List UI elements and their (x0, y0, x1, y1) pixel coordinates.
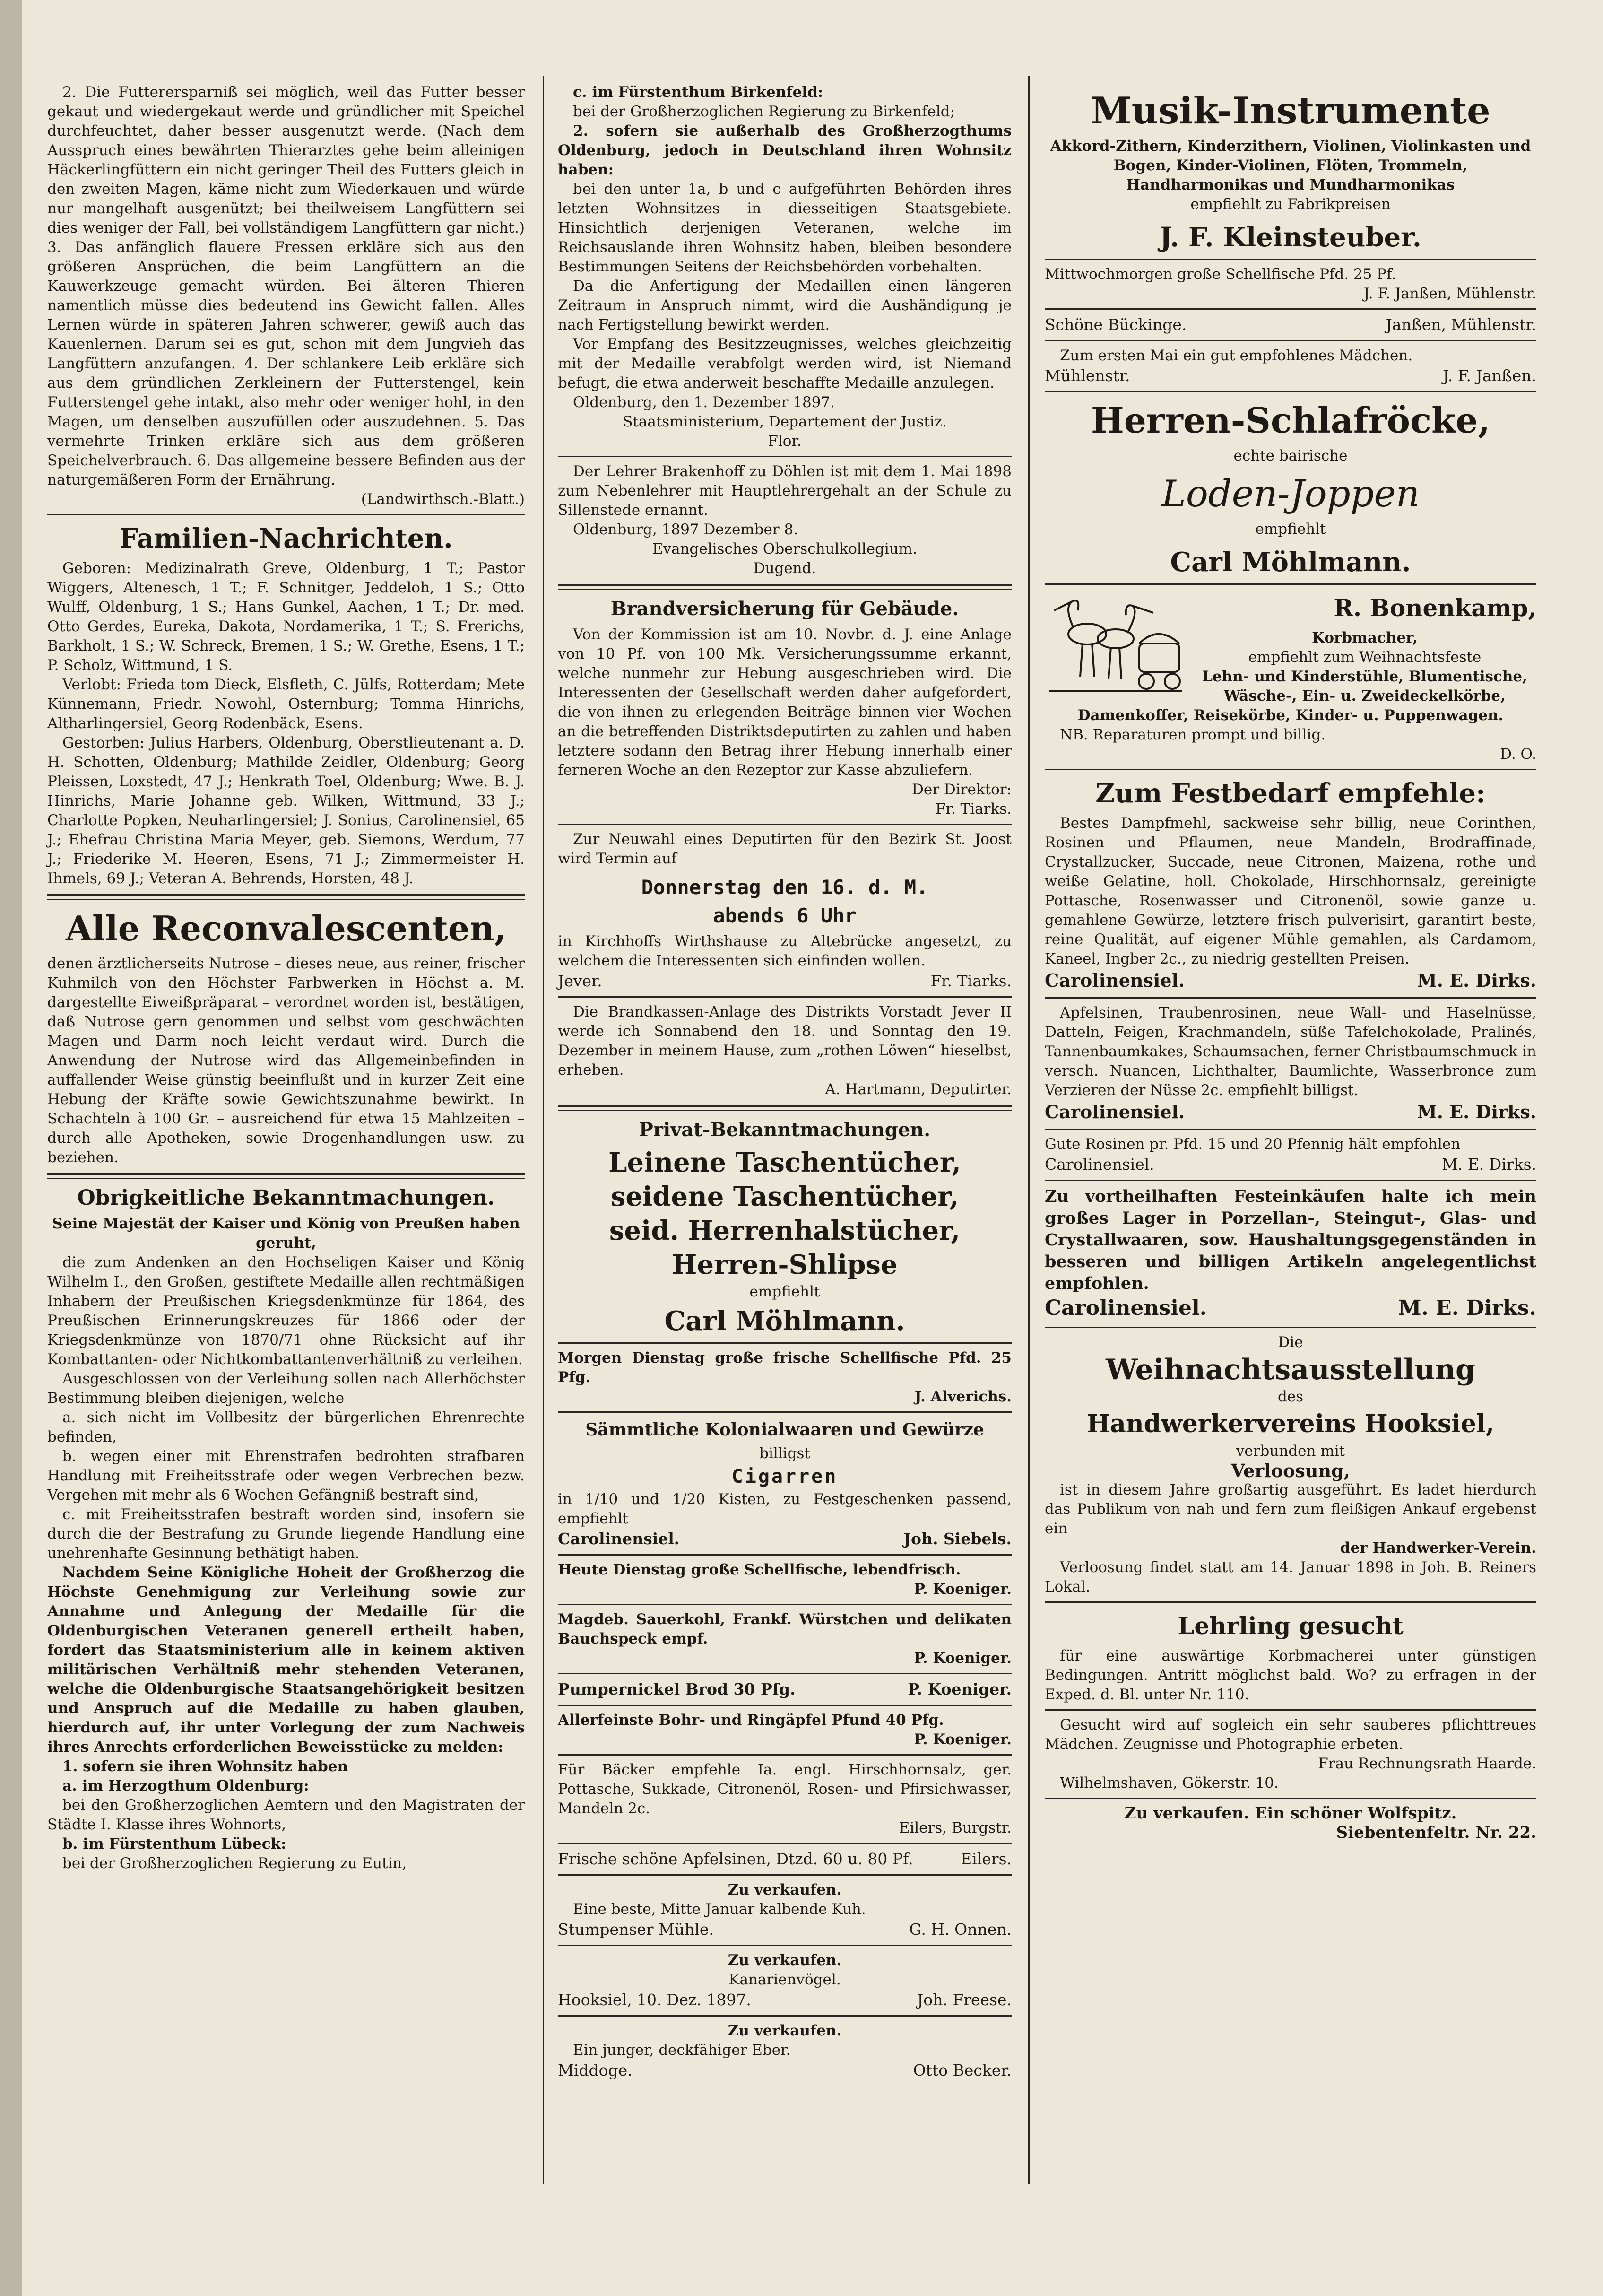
ad-gesucht: Gesucht wird auf sogleich ein sehr sauberes pflichttreues Mädchen. Zeugnisse und Photographie erbeten. (1045, 1716, 1536, 1753)
election-place: Jever. (558, 972, 602, 990)
ad-signature: M. E. Dirks. (1417, 1101, 1536, 1122)
divider (1045, 997, 1536, 999)
ad-musik-items: Akkord-Zithern, Kinderzithern, Violinen, Violinkasten und Bogen, Kinder-Violinen, Flöten, Trommeln, Handharmonikas und Mundharmonikas (1050, 138, 1531, 193)
official-2: 2. sofern sie außerhalb des Großherzogthums Oldenburg, jedoch in Deutschland ihren Wohnsitz haben: (558, 122, 1012, 178)
engagements: Verlobt: Frieda tom Dieck, Elsfleth, C. Jülfs, Rotterdam; Mete Künnemann, Friedr. Nowohl, Osternburg; Tomma Hinrichs, Altharlingersiel, Georg Rodenbäck, Esens. (47, 676, 525, 732)
official-anfertigung: Da die Anfertigung der Medaillen einen längeren Zeitraum in Anspruch nimmt, wird die Aushändigung je nach Fertigstellung bewirkt werden. (558, 278, 1012, 333)
ad-line-4: Herren-Shlipse (672, 1249, 898, 1280)
fund-signature: A. Hartmann, Deputirter. (825, 1081, 1012, 1098)
ad-title-reconvalescenten: Alle Reconvalescenten, (66, 908, 506, 948)
ad-koeniger-sig: P. Koeniger. (914, 1650, 1012, 1667)
ad-kanarien-sig: Joh. Freese. (917, 1991, 1012, 2009)
ad-line-2: seidene Taschentücher, (610, 1181, 959, 1212)
ad-kuh-place: Stumpenser Mühle. (558, 1920, 714, 1939)
ad-janssen-2-row (1045, 314, 1536, 335)
ad-des: des (1277, 1388, 1304, 1405)
ad-verloosung-date: Verloosung findet statt am 14. Januar 1898 in Joh. B. Reiners Lokal. (1045, 1559, 1536, 1595)
notice-teacher-authority: Evangelisches Oberschulkollegium. (652, 540, 918, 557)
column-rule (543, 76, 544, 2184)
ad-merchant: Carl Möhlmann. (1170, 547, 1411, 578)
divider (1045, 391, 1536, 392)
ad-maedchen-sig: J. F. Janßen. (1443, 366, 1536, 385)
ad-place: Carolinensiel. (1045, 1155, 1154, 1174)
ad-janssen-2-sig: Janßen, Mühlenstr. (1386, 315, 1536, 334)
election-time: abends 6 Uhr (713, 904, 857, 927)
ad-apfelsinen: Frische schöne Apfelsinen, Dtzd. 60 u. 80 Pf. (558, 1850, 913, 1868)
ad-eber: Ein junger, deckfähiger Eber. (573, 2042, 791, 2059)
ad-dirks-row (1045, 969, 1536, 992)
ad-korbmacher-t2: Lehn- und Kinderstühle, Blumentische, Wäsche-, Ein- u. Zweideckelkörbe, Damenkoffer, Reisekörbe, Kinder- u. Puppenwagen. (1077, 668, 1527, 724)
ad-empfiehlt: empfiehlt (1255, 521, 1326, 538)
ad-dirks-row (1045, 1295, 1536, 1322)
ad-dirks-row (1045, 1100, 1536, 1124)
fire-insurance-sig1: Der Direktor: (912, 781, 1012, 798)
divider (1045, 340, 1536, 341)
divider (1045, 308, 1536, 310)
column-rule (1028, 76, 1030, 2184)
ad-koeniger-4: Allerfeinste Bohr- und Ringäpfel Pfund 40 Pfg. (558, 1712, 944, 1729)
ad-weihnacht-sig: der Handwerker-Verein. (1340, 1539, 1536, 1557)
column-2 (558, 83, 1012, 2081)
column-3 (1045, 83, 1536, 1843)
ad-herren-title: Herren-Schlafröcke, (1091, 400, 1490, 441)
ad-koeniger-sig: P. Koeniger. (914, 1581, 1012, 1598)
ad-signature: M. E. Dirks. (1417, 970, 1536, 991)
ad-gesucht-sig: Frau Rechnungsrath Haarde. (1318, 1755, 1536, 1772)
ad-billigst: billigst (759, 1445, 810, 1462)
ad-line-3: seid. Herrenhalstücher, (609, 1215, 961, 1246)
ad-wolfspitz: Zu verkaufen. Ein schöner Wolfspitz. (1124, 1804, 1457, 1823)
official-1b: b. im Fürstenthum Lübeck: (62, 1835, 286, 1852)
ad-apfelsinen-sig: Eilers. (961, 1850, 1012, 1868)
ad-kanarien-row (558, 1990, 1012, 2010)
election-date: Donnerstag den 16. d. M. (641, 876, 928, 899)
fire-insurance-sig2: Fr. Tiarks. (935, 800, 1012, 818)
official-c: c. mit Freiheitsstrafen bestraft worden sind, insofern sie durch die der Bestrafung zu Grunde liegende Handlung eine unehrenhafte Gesinnung bethätigt haben. (47, 1506, 525, 1562)
election-place-text: in Kirchhoffs Wirthshause zu Altebrücke angesetzt, zu welchem die Interessenten sich einfinden wollen. (558, 933, 1012, 969)
ad-korbmacher-title: Korbmacher, (1312, 629, 1418, 646)
ad-kolonial-title: Sämmtliche Kolonialwaaren und Gewürze (585, 1420, 984, 1440)
ad-place: Carolinensiel. (558, 1530, 680, 1548)
official-1a: a. im Herzogthum Oldenburg: (62, 1777, 309, 1794)
ad-weihnacht-text: ist in diesem Jahre großartig ausgeführt. Es ladet hierdurch das Publikum von nah und fern zum fleißigen Ankauf ergebenst ein (1045, 1481, 1536, 1537)
ad-kuh-row (558, 1919, 1012, 1940)
ad-empfiehlt: empfiehlt (749, 1283, 820, 1300)
ad-bonenkamp: R. Bonenkamp, (1334, 594, 1536, 622)
ad-koeniger-3-row (558, 1679, 1012, 1700)
ad-festbedarf-text: Bestes Dampfmehl, sackweise sehr billig, neue Corinthen, Rosinen und Pflaumen, neue Mandeln, Brodraffinade, Crystallzucker, Succade, neue Citronen, Maizena, rothe und weiße Gelatine, holl. Chokolade, Hirschhornsalz, gereinigte Pottasche, Rosenwasser und Citronenöl, sowie ganze u. gemahlene Gewürze, letztere frisch pulverisirt, garantirt beste, reine Qualität, auf eigener Mühle gemahlen, als Cardamom, Kaneel, Ingber 2c., zu niedrig gestellten Preisen. (1045, 815, 1536, 967)
stork-illustration-icon (1045, 591, 1187, 700)
ad-festbedarf-title: Zum Festbedarf empfehle: (1095, 778, 1486, 809)
ad-zu-verkaufen: Zu verkaufen. (728, 2022, 842, 2039)
ad-korbmacher-nb: NB. Reparaturen prompt und billig. (1060, 726, 1326, 743)
ad-zu-verkaufen: Zu verkaufen. (728, 1952, 842, 1969)
election-notice: Zur Neuwahl eines Deputirten für den Bezirk St. Joost wird Termin auf (558, 831, 1012, 867)
ad-signature: Joh. Siebels. (903, 1530, 1012, 1548)
ad-loden-title: Loden-Joppen (1161, 473, 1420, 515)
election-sign-row (558, 971, 1012, 991)
section-title-fire-insurance: Brandversicherung für Gebäude. (610, 598, 959, 620)
divider (1045, 1709, 1536, 1711)
divider (1045, 259, 1536, 260)
section-title-family: Familien-Nachrichten. (119, 523, 453, 554)
divider (558, 1554, 1012, 1556)
divider (1045, 583, 1536, 585)
ad-kisten: in 1/10 und 1/20 Kisten, zu Festgeschenken passend, empfiehlt (558, 1491, 1012, 1527)
official-intro: Seine Majestät der Kaiser und König von Preußen haben geruht, (52, 1215, 520, 1252)
ad-kanarien-place: Hooksiel, 10. Dez. 1897. (558, 1991, 751, 2009)
ad-kanarien: Kanarienvögel. (728, 1971, 841, 1988)
deaths: Gestorben: Julius Harbers, Oldenburg, Oberstlieutenant a. D. H. Schotten, Oldenburg; Mathilde Zeidler, Oldenburg; Georg Pleissen, Loxstedt, 47 J.; Henkrath Toel, Oldenburg; Wwe. B. J. Hinrichs, Marie Johanne geb. Wilken, Wittmund, 33 J.; Charlotte Popken, Neuharlingersiel; J. Sonius, Carolinensiel, 65 J.; Ehefrau Christina Maria Meyer, geb. Siemons, Werdum, 77 J.; Friederike M. Heeren, Esens, 71 J.; Zimmermeister H. Ihmels, 69 J.; Veteran A. Behrends, Horsten, 48 J. (47, 734, 525, 887)
column-1 (47, 83, 525, 1873)
ad-musik-empf: empfiehlt zu Fabrikpreisen (1190, 196, 1391, 213)
ad-kuh-sig: G. H. Onnen. (909, 1920, 1012, 1939)
election-signature: Fr. Tiarks. (930, 972, 1012, 990)
official-empfang: Vor Empfang des Besitzzeugnisses, welches gleichzeitig mit der Medaille verabfolgt werden wird, ist Niemand befugt, die etwa anderweit beschaffte Medaille anzulegen. (558, 336, 1012, 391)
notice-teacher-name: Dugend. (753, 560, 816, 577)
ad-place: Carolinensiel. (1045, 1101, 1185, 1122)
fire-insurance-text: Von der Kommission ist am 10. Novbr. d. J. eine Anlage von 10 Pf. von 100 Mk. Versicherungssumme erkannt, welche nunmehr zur Hebung ausgeschrieben wird. Die Interessenten der Gesellschaft werden daher aufgefordert, die von ihnen zu erlegenden Beiträge binnen vier Wochen an die betreffenden Distriktsdeputirten zu zahlen und haben letztere sodann den Betrag ihrer Hebung innerhalb einer ferneren Woche an den Rezeptor zur Kasse abzuliefern. (558, 626, 1012, 779)
article-source: (Landwirthsch.-Blatt.) (361, 491, 525, 508)
divider (558, 1673, 1012, 1674)
divider (1045, 1327, 1536, 1328)
ad-korbmacher (1045, 591, 1536, 764)
ad-koeniger-1: Heute Dienstag große Schellfische, lebendfrisch. (558, 1561, 961, 1578)
ad-handwerkerverein: Handwerkervereins Hooksiel, (1087, 1409, 1494, 1438)
ad-place: Carolinensiel. (1045, 1296, 1207, 1320)
ad-bairisch: echte bairische (1233, 447, 1348, 464)
divider (558, 1945, 1012, 1946)
divider (1045, 1601, 1536, 1603)
ad-schellfisch: Morgen Dienstag große frische Schellfische Pfd. 25 Pfg. (558, 1349, 1012, 1386)
ad-eber-place: Middoge. (558, 2061, 633, 2079)
ad-place: Carolinensiel. (1045, 970, 1185, 991)
ad-baecker: Für Bäcker empfehle Ia. engl. Hirschhornsalz, ger. Pottasche, Sukkade, Citronenöl, Rosen- und Pfirsichwasser, Mandeln 2c. (558, 1761, 1012, 1817)
ad-korbmacher-t1: empfiehlt zum Weihnachtsfeste (1248, 649, 1482, 666)
official-1a-text: bei den Großherzoglichen Aemtern und den Magistraten der Städte I. Klasse ihres Wohnorts, (47, 1797, 525, 1833)
ad-lehrling-text: für eine auswärtige Korbmacherei unter günstigen Bedingungen. Antritt möglichst bald. Wo? zu erfragen in der Exped. d. Bl. unter Nr. 110. (1045, 1647, 1536, 1703)
divider (1045, 769, 1536, 770)
official-p3: Nachdem Seine Königliche Hoheit der Großherzog die Höchste Genehmigung zur Verleihung sowie zur Annahme und Anlegung der Medaille für die Oldenburgischen Veteranen generell ertheilt haben, fordert das Staatsministerium alle in keinem aktiven militärischen Verhältniß mehr stehenden Veteranen, welche die Oldenburgische Staatsangehörigkeit besitzen und Anspruch auf die Medaille zu haben glauben, hierdurch auf, ihr unter Vorlegung der zum Nachweis ihres Anrechts erforderlichen Beweisstücke zu melden: (47, 1564, 525, 1756)
article-futter: 2. Die Futterersparniß sei möglich, weil das Futter besser gekaut und wiedergekaut werde und gründlicher mit Speichel durchfeuchtet, daher besser ausgenutzt werde. (Nach dem Ausspruch eines bewährten Thierarztes gehe beim alleinigen Häckerlingfüttern ein nicht geringer Theil des Futters gleich in den zweiten Magen, käme nicht zum Wiederkauen und würde nur mangelhaft ausgenützt; bei theilweisem Langfüttern sei dies weniger der Fall, bei vollständigem Langfüttern gar nicht.) 3. Das anfänglich flauere Fressen erkläre sich aus den größeren Ansprüchen, die beim Langfüttern an die Kauwerkzeuge gemacht würden. Bei älteren Thieren namentlich müsse dies bedeutend ins Gewicht fallen. Alles Lernen würde in späteren Jahren schwerer, gewiß auch das Kauenlernen. Darum sei es gut, schon mit dem Jungvieh das Langfüttern anzufangen. 4. Der schlankere Leib erkläre sich aus dem gründlichen Zerkleinern der Futterstengel, kein Futterstengel gehe intakt, also mehr oder weniger hohl, in den Magen, um denselben auszufüllen oder auszudehnen. 5. Das vermehrte Trinken erkläre sich aus dem größeren Speichelverbrauch. 6. Das allgemeine bessere Befinden aus der naturgemäßeren Form der Ernährung. (47, 84, 525, 488)
official-date: Oldenburg, den 1. Dezember 1897. (573, 394, 835, 411)
divider (1045, 1180, 1536, 1181)
ad-verbunden: verbunden mit (1236, 1443, 1345, 1460)
ad-zu-verkaufen: Zu verkaufen. (728, 1881, 842, 1898)
ad-rosinen-sig: M. E. Dirks. (1441, 1155, 1536, 1174)
divider (47, 1173, 525, 1179)
official-b: b. wegen einer mit Ehrenstrafen bedrohten strafbaren Handlung mit Freiheitsstrafe oder wegen Verbrechen bezw. Vergehen mit mehr als 6 Wochen Gefängniß bestraft sind, (47, 1448, 525, 1504)
divider (558, 1754, 1012, 1756)
ad-koeniger-sig: P. Koeniger. (914, 1731, 1012, 1748)
section-title-official: Obrigkeitliche Bekanntmachungen. (77, 1186, 495, 1210)
ad-lehrling-title: Lehrling gesucht (1178, 1612, 1404, 1640)
fund-notice: Die Brandkassen-Anlage des Distrikts Vorstadt Jever II werde ich Sonnabend den 18. und Sonntag den 19. Dezember in meinem Hause, zum „rothen Löwen“ hieselbst, erheben. (558, 1003, 1012, 1078)
official-a: a. sich nicht im Vollbesitz der bürgerlichen Ehrenrechte befinden, (47, 1409, 525, 1445)
divider (558, 1843, 1012, 1844)
notice-teacher-date: Oldenburg, 1897 Dezember 8. (573, 521, 798, 538)
ad-maedchen-row (1045, 365, 1536, 386)
ad-janssen-1-sig: J. F. Janßen, Mühlenstr. (1363, 285, 1536, 302)
official-1c: c. im Fürstenthum Birkenfeld: (573, 84, 823, 101)
ad-baecker-sig: Eilers, Burgstr. (899, 1819, 1012, 1836)
divider (1045, 1798, 1536, 1799)
official-signature-name: Flor. (768, 433, 802, 450)
ad-rosinen-row (1045, 1154, 1536, 1175)
official-p1: die zum Andenken an den Hochseligen Kaiser und König Wilhelm I., den Großen, gestiftete Medaille allen rechtmäßigen Inhabern der Preußischen Kriegsdenkmünze für 1864, des Preußischen Erinnerungskreuzes für 1866 oder der Kriegsdenkmünze von 1870/71 ohne Rücksicht auf ihr Kombattanten- oder Nichtkombattantenverhältniß zu verleihen. (47, 1254, 525, 1368)
ad-merchant: Carl Möhlmann. (664, 1305, 905, 1337)
official-1b-text: bei der Großherzoglichen Regierung zu Eutin, (62, 1855, 407, 1872)
divider (558, 1874, 1012, 1876)
divider (558, 456, 1012, 457)
ad-koeniger-2: Magdeb. Sauerkohl, Frankf. Würstchen und delikaten Bauchspeck empf. (558, 1611, 1012, 1647)
ad-nutrose-text: denen ärztlicherseits Nutrose – dieses neue, aus reiner, frischer Kuhmilch von den Höchster Farbwerken in Höchst a. M. dargestellte Eiweißpräparat – verordnet worden ist, bestätigen, daß Nutrose gern genommen und selbst vom geschwächten Magen und Darm noch leicht verdaut wird. Durch die Anwendung der Nutrose wird das Allgemeinbefinden in auffallender Weise günstig beeinflußt und in kurzer Zeit eine Hebung der Kräfte sowie Gewichtszunahme bewirkt. In Schachteln à 100 Gr. – ausreichend für etwa 15 Mahlzeiten – durch alle Apotheken, sowie Drogenhandlungen usw. zu beziehen. (47, 955, 525, 1166)
ad-festeinkaeufe: Zu vortheilhaften Festeinkäufen halte ich mein großes Lager in Porzellan-, Steingut-, Glas- und Crystallwaaren, sow. Haushaltungsgegenständen in besseren und billigen Artikeln angelegentlichst empfohlen. (1045, 1187, 1536, 1293)
ad-eber-sig: Otto Becker. (913, 2061, 1012, 2079)
ad-line-1: Leinene Taschentücher, (608, 1147, 961, 1178)
ad-verloosung: Verloosung, (1231, 1460, 1350, 1481)
divider (558, 584, 1012, 590)
ad-schellfisch-sig: J. Alverichs. (914, 1388, 1012, 1405)
divider (558, 1411, 1012, 1413)
divider (558, 996, 1012, 998)
ad-siebels-row (558, 1529, 1012, 1549)
divider (47, 894, 525, 900)
ad-kuh: Eine beste, Mitte Januar kalbende Kuh. (573, 1901, 866, 1918)
ad-janssen-2: Schöne Bückinge. (1045, 315, 1187, 334)
ad-die: Die (1278, 1334, 1303, 1351)
notice-teacher: Der Lehrer Brakenhoff zu Döhlen ist mit dem 1. Mai 1898 zum Nebenlehrer mit Hauptlehrergehalt an der Schule zu Sillenstede ernannt. (558, 463, 1012, 519)
official-2-text: bei den unter 1a, b und c aufgeführten Behörden ihres letzten Wohnsitzes in diesseitigen Staatsgebiete. Hinsichtlich derjenigen Veteranen, welche im Reichsauslande ihren Wohnsitz haben, bleiben besondere Bestimmungen Seitens der Reichsbehörden vorbehalten. (558, 181, 1012, 275)
ad-koeniger-sig: P. Koeniger. (908, 1680, 1012, 1698)
ad-eber-row (558, 2060, 1012, 2081)
ad-wolfspitz-addr: Siebentenfeltr. Nr. 22. (1336, 1823, 1536, 1842)
divider (1045, 1129, 1536, 1130)
ad-gesucht-addr: Wilhelmshaven, Gökerstr. 10. (1060, 1774, 1279, 1792)
ad-korbmacher-do: D. O. (1500, 746, 1536, 763)
scan-edge (0, 0, 22, 2296)
ad-weihnachtsausstellung: Weihnachtsausstellung (1106, 1353, 1475, 1386)
births: Geboren: Medizinalrath Greve, Oldenburg, 1 T.; Pastor Wiggers, Altenesch, 1 T.; F. Schnitger, Jeddeloh, 1 S.; Otto Wulff, Oldenburg, 1 S.; Hans Gunkel, Aachen, 1 T.; Dr. med. Otto Gerdes, Eureka, Dakota, Nordamerika, 1 T.; S. Frerichs, Barkholt, 1 S.; W. Schreck, Bremen, 1 S.; W. Grethe, Esens, 1 T.; P. Scholz, Wittmund, 1 S. (47, 560, 525, 674)
divider (558, 1604, 1012, 1605)
section-title-private: Privat-Bekanntmachungen. (639, 1119, 931, 1141)
ad-koeniger-3: Pumpernickel Brod 30 Pfg. (558, 1680, 796, 1698)
ad-kleinsteuber: J. F. Kleinsteuber. (1159, 222, 1422, 253)
ad-signature: M. E. Dirks. (1398, 1296, 1536, 1320)
official-1: 1. sofern sie ihren Wohnsitz haben (62, 1758, 348, 1775)
divider (558, 1342, 1012, 1344)
divider (558, 1705, 1012, 1706)
divider (47, 514, 525, 515)
ad-janssen-1: Mittwochmorgen große Schellfische Pfd. 25 Pf. (1045, 266, 1396, 283)
divider (558, 2015, 1012, 2017)
official-1c-text: bei der Großherzoglichen Regierung zu Birkenfeld; (573, 103, 955, 120)
divider (558, 824, 1012, 825)
ad-apfelsinen-row (558, 1849, 1012, 1870)
ad-cigarren: Cigarren (731, 1466, 838, 1487)
ad-maedchen: Zum ersten Mai ein gut empfohlenes Mädchen. (1060, 347, 1413, 364)
ad-musik-title: Musik-Instrumente (1091, 89, 1490, 132)
ad-maedchen-place: Mühlenstr. (1045, 366, 1130, 385)
ad-apfelsinen-dirks: Apfelsinen, Traubenrosinen, neue Wall- und Haselnüsse, Datteln, Feigen, Krachmandeln, süße Tafelchokolade, Pralinés, Tannenbaumkakes, Schaumsachen, ferner Christbaumschmuck in versch. Nuancen, Lichthalter, Baumlichte, Wasserbronce zum Verzieren der Nüsse 2c. empfiehlt billigst. (1045, 1004, 1536, 1099)
official-p2: Ausgeschlossen von der Verleihung sollen nach Allerhöchster Bestimmung bleiben diejenigen, welche (47, 1370, 525, 1407)
divider (558, 1105, 1012, 1111)
official-signature: Staatsministerium, Departement der Justiz. (623, 413, 947, 430)
ad-rosinen: Gute Rosinen pr. Pfd. 15 und 20 Pfennig hält empfohlen (1045, 1136, 1461, 1153)
